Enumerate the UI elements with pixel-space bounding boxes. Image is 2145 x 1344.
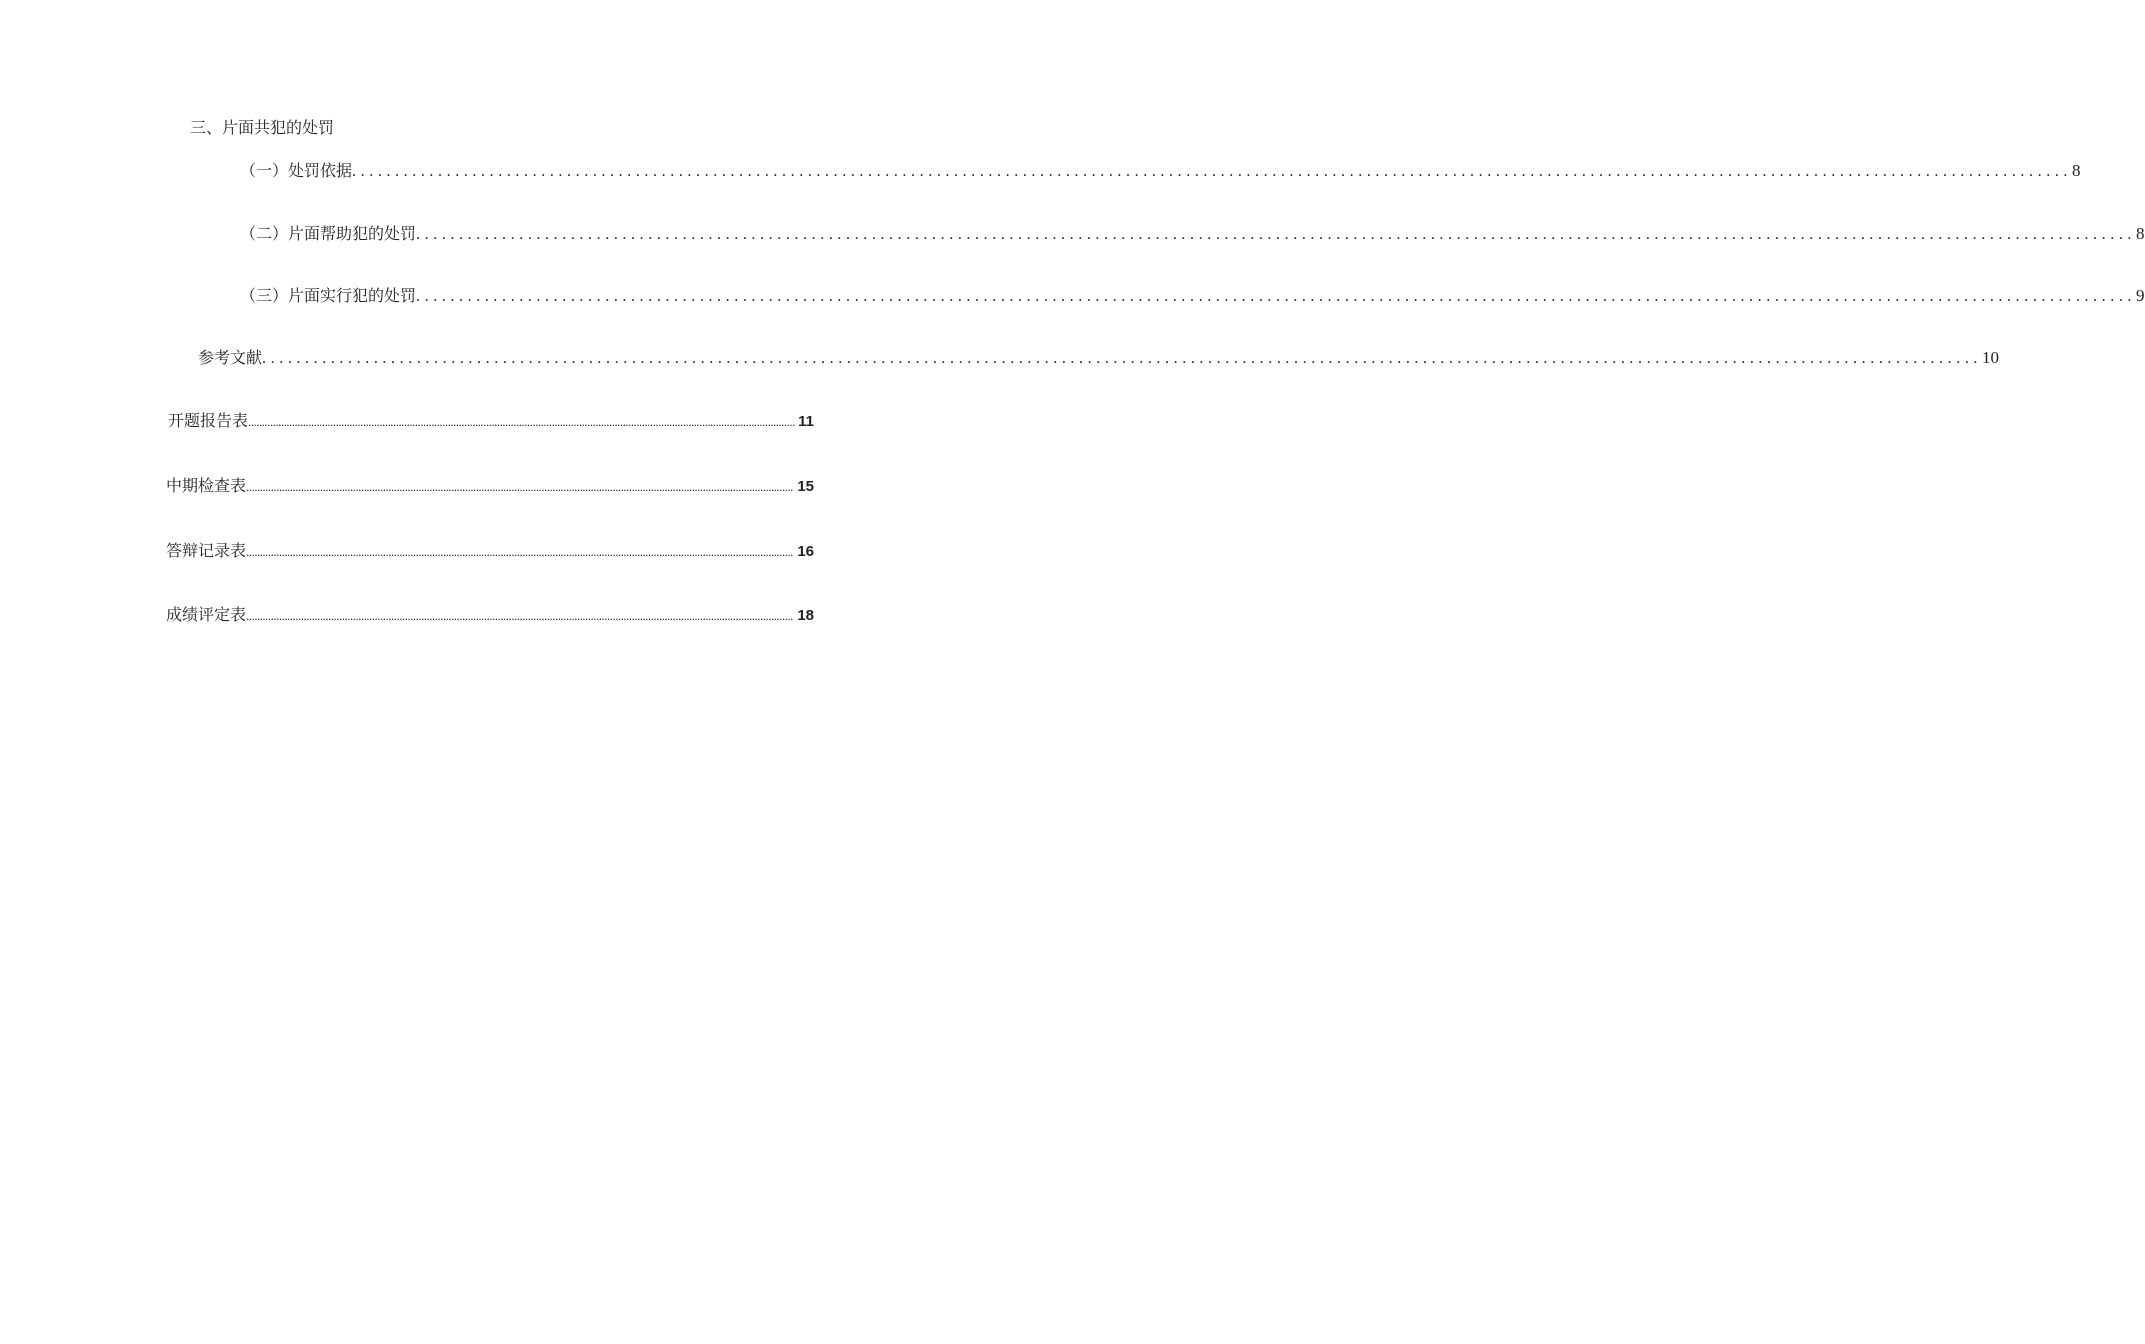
toc-entry[interactable]: [240, 283, 2145, 306]
toc-page-number: 11: [798, 413, 814, 430]
toc-page-number: 8: [2072, 161, 2081, 180]
toc-entry-label: （三）片面实行犯的处罚: [240, 286, 417, 305]
toc-entry-label: （二）片面帮助犯的处罚: [240, 224, 417, 243]
toc-page-number: 18: [797, 607, 814, 624]
toc-entry-label: （一）处罚依据: [240, 161, 353, 180]
toc-entry[interactable]: [166, 538, 814, 561]
toc-page-number: 16: [797, 543, 814, 560]
toc-dot-leader: ........................................................................................................................................................................................................: [262, 350, 1983, 367]
toc-entry[interactable]: [168, 408, 814, 431]
toc-entry[interactable]: [198, 345, 2000, 368]
toc-entry-label: 成绩评定表: [166, 605, 247, 624]
toc-entry-label: 中期检查表: [166, 476, 247, 495]
toc-page-number: 8: [2136, 224, 2145, 243]
toc-page-number: 15: [797, 478, 814, 495]
toc-heading-label: 三、片面共犯的处罚: [190, 118, 335, 137]
toc-page-number: 10: [1982, 348, 2000, 367]
toc-dot-leader: ........................................................................................................................................................................................................: [352, 163, 2073, 180]
toc-entry[interactable]: [166, 473, 814, 496]
toc-dot-leader: ........................................................................................................................................................................................................: [248, 415, 795, 429]
toc-section-heading: [190, 115, 590, 138]
toc-entry-label: 答辩记录表: [166, 541, 247, 560]
toc-dot-leader: ........................................................................................................................................................................................................: [246, 480, 793, 494]
toc-dot-leader: ........................................................................................................................................................................................................: [246, 545, 793, 559]
toc-dot-leader: ........................................................................................................................................................................................................: [416, 288, 2137, 305]
toc-dot-leader: ........................................................................................................................................................................................................: [416, 226, 2137, 243]
toc-dot-leader: ........................................................................................................................................................................................................: [246, 609, 793, 623]
toc-entry[interactable]: [240, 158, 2081, 181]
toc-page-number: 9: [2136, 286, 2145, 305]
toc-entry-label: 参考文献: [198, 348, 263, 367]
toc-entry[interactable]: [240, 221, 2145, 244]
toc-entry-label: 开题报告表: [168, 411, 249, 430]
toc-entry[interactable]: [166, 602, 814, 625]
